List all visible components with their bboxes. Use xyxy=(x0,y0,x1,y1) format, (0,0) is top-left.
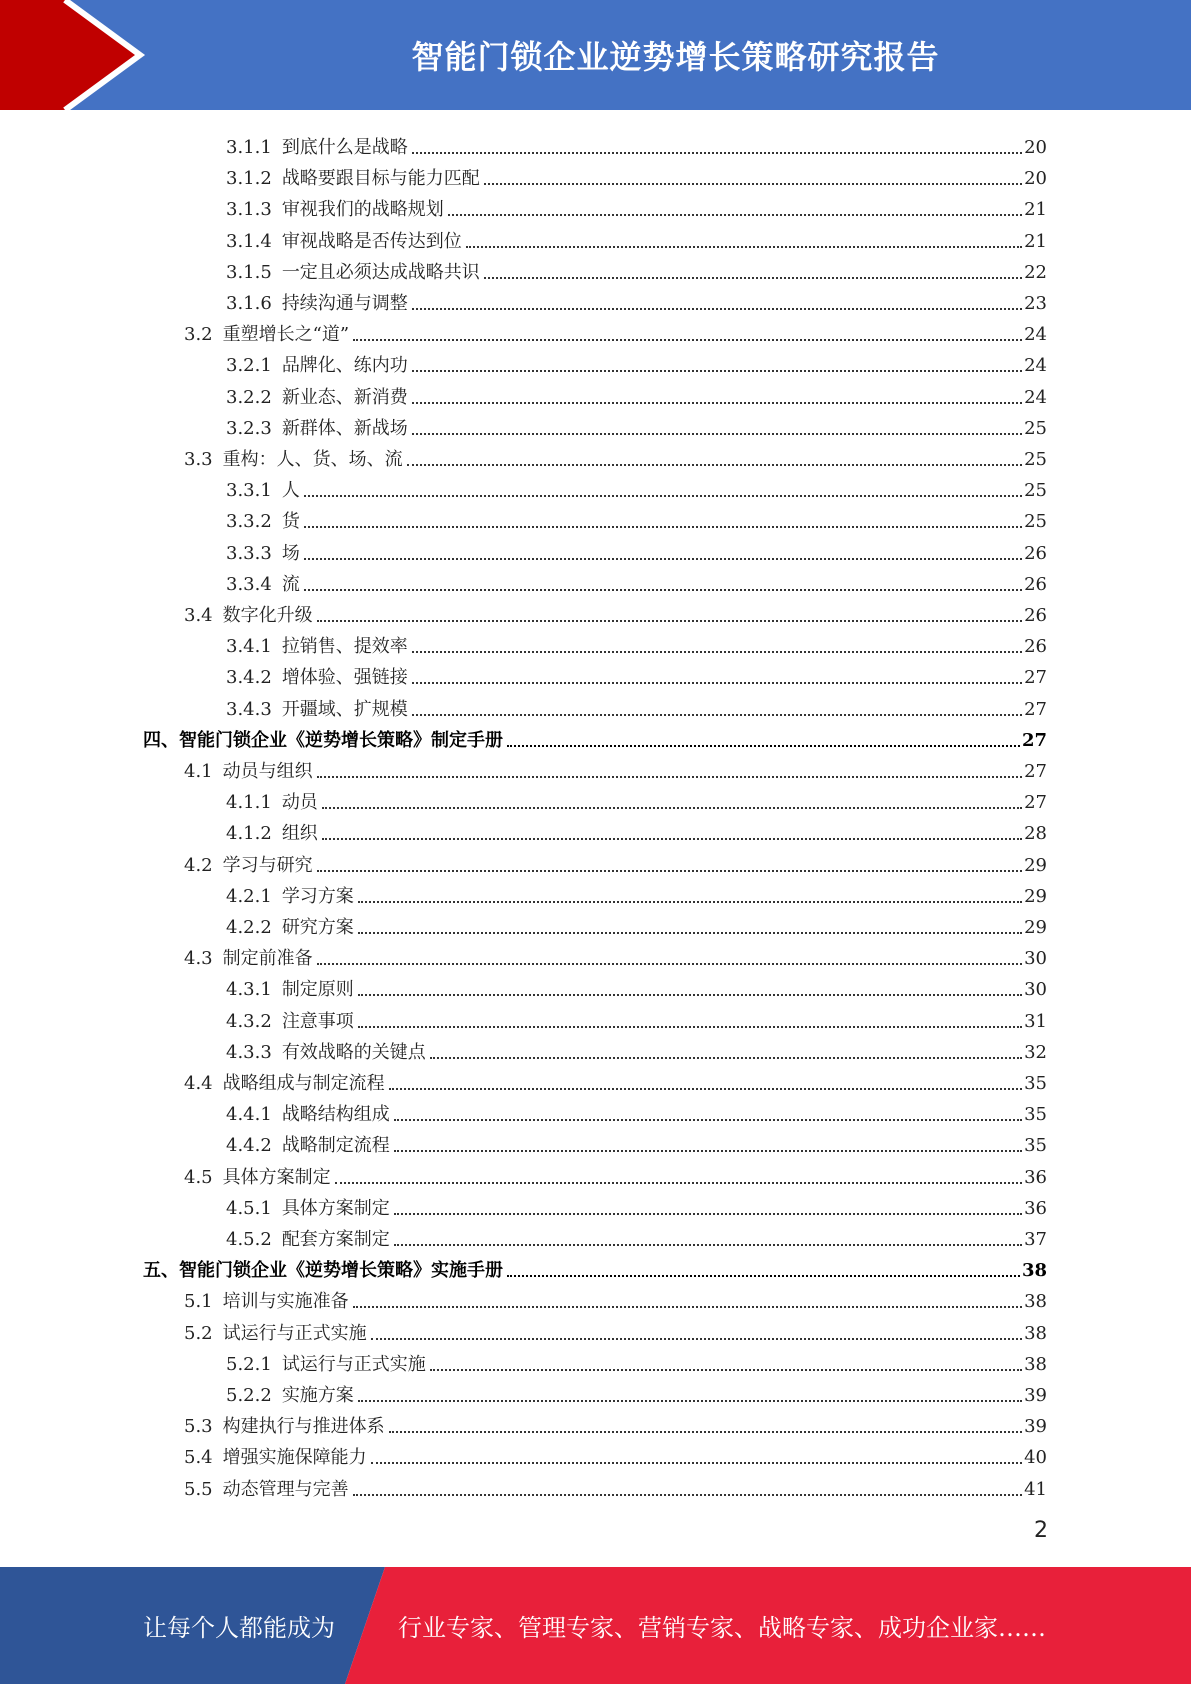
toc-leader-dots xyxy=(430,1057,1022,1059)
toc-leader-dots xyxy=(507,745,1020,747)
toc-entry-number: 3.2 xyxy=(184,324,213,346)
toc-entry-title: 注意事项 xyxy=(281,1010,354,1032)
toc-entry-title: 货 xyxy=(281,511,300,533)
page-number: 2 xyxy=(1034,1518,1048,1543)
toc-entry-page: 26 xyxy=(1024,542,1047,564)
toc-entry-title: 试运行与正式实施 xyxy=(222,1322,367,1344)
toc-entry-number: 3.1.3 xyxy=(226,199,272,221)
toc-entry-page: 25 xyxy=(1024,511,1047,533)
toc-leader-dots xyxy=(358,932,1022,934)
toc-entry-number: 4.5.1 xyxy=(226,1197,272,1219)
toc-entry[interactable] xyxy=(184,1282,1047,1313)
toc-entry-number: 5.2.2 xyxy=(226,1385,272,1406)
toc-entry[interactable] xyxy=(184,1064,1047,1095)
toc-entry-number: 4.1 xyxy=(184,761,213,782)
toc-entry[interactable] xyxy=(226,1189,1047,1220)
toc-entry[interactable] xyxy=(226,814,1047,845)
toc-entry-page: 24 xyxy=(1024,386,1047,408)
toc-entry[interactable] xyxy=(226,378,1047,409)
toc-entry-title: 审视战略是否传达到位 xyxy=(281,230,462,252)
toc-entry-page: 35 xyxy=(1024,1073,1047,1094)
toc-entry-number: 3.1.6 xyxy=(226,293,272,314)
toc-entry-number: 4.3 xyxy=(184,948,213,970)
toc-leader-dots xyxy=(484,277,1022,279)
toc-entry-page: 38 xyxy=(1024,1291,1047,1313)
toc-entry-page: 25 xyxy=(1024,417,1047,439)
toc-entry-page: 35 xyxy=(1024,1104,1047,1126)
toc-entry-title: 拉销售、提效率 xyxy=(281,636,408,658)
toc-entry-number: 3.3.4 xyxy=(226,573,272,595)
toc-entry-number: 5.1 xyxy=(184,1291,213,1313)
toc-entry-number: 3.3 xyxy=(184,449,213,470)
toc-entry-title: 组织 xyxy=(281,823,318,845)
toc-leader-dots xyxy=(484,183,1022,185)
toc-entry-page: 25 xyxy=(1024,449,1047,470)
toc-entry-page: 27 xyxy=(1024,761,1047,782)
toc-leader-dots xyxy=(466,246,1022,248)
toc-entry[interactable] xyxy=(226,190,1047,221)
toc-entry-title: 制定原则 xyxy=(281,979,354,1001)
toc-entry[interactable] xyxy=(226,1095,1047,1126)
toc-entry-number: 3.4.3 xyxy=(226,698,272,720)
toc-entry-number: 3.1.1 xyxy=(226,137,272,158)
toc-entry[interactable] xyxy=(226,1345,1047,1376)
toc-entry[interactable] xyxy=(184,1470,1047,1501)
toc-entry-title: 重塑增长之“道” xyxy=(222,324,350,346)
toc-entry-number: 4.4.2 xyxy=(226,1135,272,1157)
toc-leader-dots xyxy=(358,1400,1022,1402)
toc-entry-number: 5.5 xyxy=(184,1478,213,1500)
toc-entry-title: 到底什么是战略 xyxy=(281,137,408,158)
toc-leader-dots xyxy=(304,495,1022,497)
toc-entry-title: 动态管理与完善 xyxy=(222,1478,349,1500)
toc-leader-dots xyxy=(317,963,1022,965)
toc-entry-page: 36 xyxy=(1024,1197,1047,1219)
toc-entry-number: 4.5 xyxy=(184,1166,213,1188)
toc-entry-title: 具体方案制定 xyxy=(222,1166,331,1188)
toc-leader-dots xyxy=(407,464,1022,466)
toc-entry-title: 数字化升级 xyxy=(222,605,313,626)
toc-entry-number: 5.2.1 xyxy=(226,1353,272,1375)
toc-entry[interactable] xyxy=(184,596,1047,627)
toc-entry[interactable] xyxy=(184,1407,1047,1438)
toc-entry-title: 场 xyxy=(281,542,300,564)
toc-entry-title: 增体验、强链接 xyxy=(281,667,408,689)
toc-entry-number: 5.3 xyxy=(184,1416,213,1438)
toc-entry-number: 3.3.3 xyxy=(226,542,272,564)
toc-entry[interactable] xyxy=(226,658,1047,689)
toc-entry-page: 24 xyxy=(1024,324,1047,346)
toc-entry-page: 27 xyxy=(1024,667,1047,689)
toc-entry-number: 5.4 xyxy=(184,1447,213,1469)
toc-entry[interactable] xyxy=(226,783,1047,814)
toc-entry-title: 学习与研究 xyxy=(222,854,313,876)
page-footer xyxy=(0,1567,1191,1684)
toc-entry-page: 23 xyxy=(1024,293,1047,314)
toc-entry-title: 动员与组织 xyxy=(222,761,313,782)
toc-entry-title: 战略组成与制定流程 xyxy=(222,1073,385,1094)
toc-entry-page: 21 xyxy=(1024,230,1047,252)
toc-entry-title: 持续沟通与调整 xyxy=(281,293,408,314)
toc-entry-title: 重构：人、货、场、流 xyxy=(222,449,403,470)
toc-entry-page: 30 xyxy=(1024,979,1047,1001)
toc-entry-title: 新业态、新消费 xyxy=(281,386,408,408)
toc-leader-dots xyxy=(304,526,1022,528)
toc-entry-number: 4.2 xyxy=(184,854,213,876)
toc-entry-number: 3.3.2 xyxy=(226,511,272,533)
toc-leader-dots xyxy=(394,1119,1022,1121)
toc-entry[interactable] xyxy=(226,284,1047,315)
toc-entry-number: 4.3.1 xyxy=(226,979,272,1001)
toc-entry-page: 29 xyxy=(1024,917,1047,938)
toc-entry-number: 4.4 xyxy=(184,1073,213,1094)
toc-entry[interactable] xyxy=(226,1126,1047,1157)
toc-entry-title: 智能门锁企业《逆势增长策略》制定手册 xyxy=(179,729,503,751)
toc-entry-page: 27 xyxy=(1024,792,1047,814)
toc-entry[interactable] xyxy=(226,409,1047,440)
toc-entry-number: 4.2.2 xyxy=(226,917,272,938)
toc-entry[interactable] xyxy=(143,721,1047,752)
toc-entry-page: 40 xyxy=(1024,1447,1047,1469)
toc-entry[interactable] xyxy=(184,440,1047,471)
toc-entry-page: 25 xyxy=(1024,480,1047,502)
toc-entry-title: 构建执行与推进体系 xyxy=(222,1416,385,1438)
toc-entry-page: 30 xyxy=(1024,948,1047,970)
toc-entry-title: 新群体、新战场 xyxy=(281,417,408,439)
toc-entry[interactable] xyxy=(226,1033,1047,1064)
toc-entry-page: 37 xyxy=(1024,1229,1047,1250)
toc-entry-page: 38 xyxy=(1024,1353,1047,1375)
toc-entry[interactable] xyxy=(184,939,1047,970)
toc-entry[interactable] xyxy=(226,159,1047,190)
toc-leader-dots xyxy=(304,589,1022,591)
toc-entry-title: 研究方案 xyxy=(281,917,354,938)
toc-entry-page: 24 xyxy=(1024,355,1047,377)
toc-entry-page: 28 xyxy=(1024,823,1047,845)
toc-entry[interactable] xyxy=(226,970,1047,1001)
toc-entry-title: 开疆域、扩规模 xyxy=(281,698,408,720)
footer-slogan-right: 行业专家、管理专家、营销专家、战略专家、成功企业家…… xyxy=(398,1614,1046,1642)
page-header xyxy=(0,0,1191,110)
toc-leader-dots xyxy=(358,994,1022,996)
toc-entry-page: 38 xyxy=(1021,1260,1047,1282)
toc-leader-dots xyxy=(412,152,1022,154)
toc-leader-dots xyxy=(335,1182,1022,1184)
toc-entry-number: 3.1.5 xyxy=(226,261,272,283)
toc-entry[interactable] xyxy=(226,1220,1047,1251)
header-arrow-decoration xyxy=(0,0,180,110)
toc-entry-number: 3.1.2 xyxy=(226,168,272,190)
toc-entry[interactable] xyxy=(226,222,1047,253)
toc-entry-title: 战略制定流程 xyxy=(281,1135,390,1157)
toc-entry[interactable] xyxy=(226,908,1047,939)
toc-leader-dots xyxy=(394,1150,1022,1152)
toc-entry-number: 4.3.2 xyxy=(226,1010,272,1032)
toc-entry-title: 具体方案制定 xyxy=(281,1197,390,1219)
toc-entry-page: 41 xyxy=(1024,1478,1047,1500)
toc-entry[interactable] xyxy=(226,627,1047,658)
report-title: 智能门锁企业逆势增长策略研究报告 xyxy=(411,38,940,76)
toc-entry-number: 5.2 xyxy=(184,1322,213,1344)
toc-leader-dots xyxy=(430,1369,1022,1371)
toc-entry-page: 20 xyxy=(1024,168,1047,190)
toc-entry[interactable] xyxy=(226,253,1047,284)
toc-entry-number: 四、 xyxy=(143,729,179,751)
toc-entry-title: 学习方案 xyxy=(281,885,354,907)
toc-entry-page: 26 xyxy=(1024,636,1047,658)
toc-entry-title: 品牌化、练内功 xyxy=(281,355,408,377)
toc-entry-number: 3.1.4 xyxy=(226,230,272,252)
toc-entry-title: 流 xyxy=(281,573,300,595)
toc-entry[interactable] xyxy=(226,346,1047,377)
toc-entry[interactable] xyxy=(184,1158,1047,1189)
toc-entry[interactable] xyxy=(226,128,1047,159)
toc-entry-title: 试运行与正式实施 xyxy=(281,1353,426,1375)
toc-leader-dots xyxy=(371,1338,1022,1340)
toc-entry[interactable] xyxy=(184,1438,1047,1469)
toc-entry[interactable] xyxy=(226,690,1047,721)
toc-leader-dots xyxy=(353,1306,1022,1308)
toc-leader-dots xyxy=(412,714,1022,716)
toc-entry[interactable] xyxy=(226,534,1047,565)
toc-leader-dots xyxy=(412,370,1022,372)
toc-entry-title: 动员 xyxy=(281,792,318,814)
toc-entry-number: 3.4.2 xyxy=(226,667,272,689)
toc-entry-page: 35 xyxy=(1024,1135,1047,1157)
toc-entry-title: 人 xyxy=(281,480,300,502)
toc-entry-page: 29 xyxy=(1024,885,1047,907)
footer-slogan-left: 让每个人都能成为 xyxy=(143,1614,335,1642)
toc-leader-dots xyxy=(412,308,1022,310)
toc-leader-dots xyxy=(412,433,1022,435)
toc-entry-number: 4.3.3 xyxy=(226,1041,272,1063)
toc-entry[interactable] xyxy=(226,565,1047,596)
toc-entry-page: 32 xyxy=(1024,1041,1047,1063)
toc-entry-page: 21 xyxy=(1024,199,1047,221)
toc-entry-number: 3.2.3 xyxy=(226,417,272,439)
toc-entry-page: 31 xyxy=(1024,1010,1047,1032)
toc-entry-title: 智能门锁企业《逆势增长策略》实施手册 xyxy=(179,1260,503,1282)
toc-entry-title: 培训与实施准备 xyxy=(222,1291,349,1313)
toc-entry-page: 26 xyxy=(1024,605,1047,626)
toc-leader-dots xyxy=(507,1275,1020,1277)
toc-leader-dots xyxy=(448,214,1022,216)
toc-entry-page: 22 xyxy=(1024,261,1047,283)
toc-entry[interactable] xyxy=(226,1002,1047,1033)
toc-entry[interactable] xyxy=(226,502,1047,533)
toc-entry-number: 3.2.2 xyxy=(226,386,272,408)
toc-leader-dots xyxy=(412,651,1022,653)
toc-entry-title: 一定且必须达成战略共识 xyxy=(281,261,480,283)
toc-leader-dots xyxy=(412,682,1022,684)
toc-entry-number: 4.5.2 xyxy=(226,1229,272,1250)
toc-leader-dots xyxy=(394,1244,1022,1246)
toc-leader-dots xyxy=(358,1026,1022,1028)
toc-entry[interactable] xyxy=(184,1314,1047,1345)
toc-entry[interactable] xyxy=(184,846,1047,877)
toc-entry-title: 有效战略的关键点 xyxy=(281,1041,426,1063)
toc-entry-number: 3.3.1 xyxy=(226,480,272,502)
toc-entry-number: 3.4.1 xyxy=(226,636,272,658)
toc-entry-page: 39 xyxy=(1024,1385,1047,1406)
toc-entry-title: 制定前准备 xyxy=(222,948,313,970)
toc-leader-dots xyxy=(412,402,1022,404)
toc-entry-page: 36 xyxy=(1024,1166,1047,1188)
toc-leader-dots xyxy=(389,1088,1022,1090)
toc-leader-dots xyxy=(389,1431,1022,1433)
toc-leader-dots xyxy=(353,339,1022,341)
toc-entry[interactable] xyxy=(184,752,1047,783)
toc-leader-dots xyxy=(322,838,1022,840)
toc-leader-dots xyxy=(358,901,1022,903)
toc-entry[interactable] xyxy=(226,1376,1047,1407)
toc-leader-dots xyxy=(371,1462,1022,1464)
toc-entry-page: 27 xyxy=(1024,698,1047,720)
toc-entry[interactable] xyxy=(143,1251,1047,1282)
toc-leader-dots xyxy=(322,807,1022,809)
toc-entry[interactable] xyxy=(184,315,1047,346)
toc-entry[interactable] xyxy=(226,877,1047,908)
toc-entry-title: 实施方案 xyxy=(281,1385,354,1406)
toc-entry-page: 27 xyxy=(1021,729,1047,751)
toc-entry-page: 38 xyxy=(1024,1322,1047,1344)
toc-leader-dots xyxy=(317,620,1022,622)
toc-leader-dots xyxy=(317,870,1022,872)
toc-entry[interactable] xyxy=(226,471,1047,502)
toc-entry-number: 4.4.1 xyxy=(226,1104,272,1126)
toc-entry-page: 39 xyxy=(1024,1416,1047,1438)
toc-entry-number: 3.4 xyxy=(184,605,213,626)
toc-entry-page: 20 xyxy=(1024,137,1047,158)
toc-entry-number: 五、 xyxy=(143,1260,179,1282)
toc-entry-title: 战略要跟目标与能力匹配 xyxy=(281,168,480,190)
toc-entry-title: 战略结构组成 xyxy=(281,1104,390,1126)
toc-leader-dots xyxy=(394,1213,1022,1215)
toc-entry-number: 4.1.2 xyxy=(226,823,272,845)
toc-entry-page: 26 xyxy=(1024,573,1047,595)
toc-entry-title: 配套方案制定 xyxy=(281,1229,390,1250)
toc-leader-dots xyxy=(317,776,1022,778)
toc-entry-number: 4.2.1 xyxy=(226,885,272,907)
toc-entry-number: 3.2.1 xyxy=(226,355,272,377)
toc-entry-title: 审视我们的战略规划 xyxy=(281,199,444,221)
toc-leader-dots xyxy=(304,558,1022,560)
toc-entry-page: 29 xyxy=(1024,854,1047,876)
toc-leader-dots xyxy=(353,1494,1022,1496)
toc-entry-title: 增强实施保障能力 xyxy=(222,1447,367,1469)
toc-entry-number: 4.1.1 xyxy=(226,792,272,814)
